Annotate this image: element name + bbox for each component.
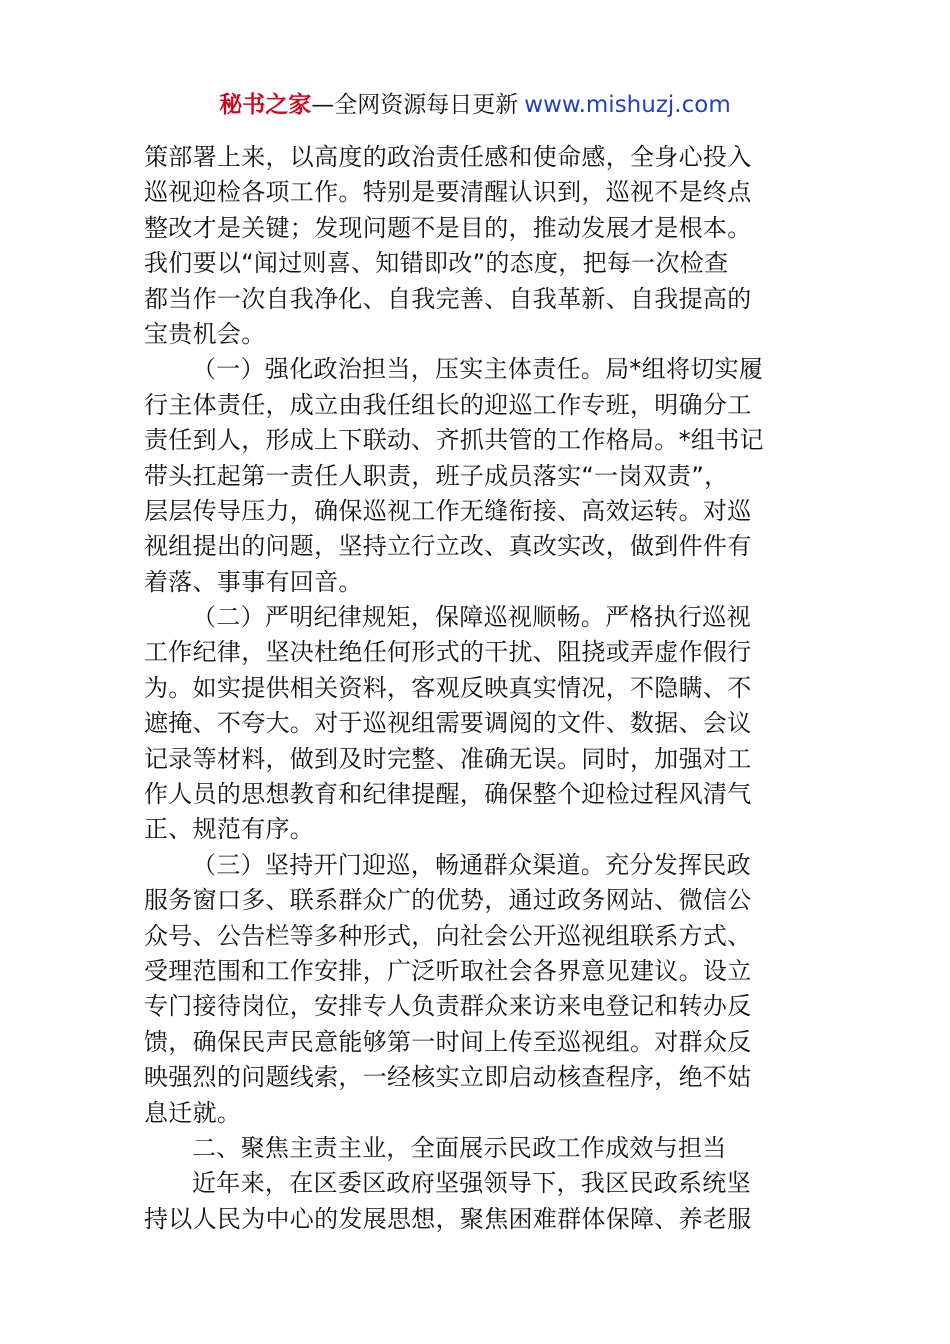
text-line: 馈，确保民声民意能够第一时间上传至巡视组。对群众反	[144, 1027, 752, 1056]
text-line: 都当作一次自我净化、自我完善、自我革新、自我提高的	[144, 284, 752, 313]
text-line: 映强烈的问题线索，一经核实立即启动核查程序，绝不姑	[144, 1063, 752, 1092]
text-line: 工作纪律，坚决杜绝任何形式的干扰、阻挠或弄虚作假行	[144, 638, 752, 667]
document-body	[144, 140, 806, 1237]
text-line: 为。如实提供相关资料，客观反映真实情况，不隐瞒、不	[144, 673, 752, 702]
section-heading-3: （三）坚持开门迎巡，畅通群众渠道。充分发挥民政	[192, 850, 751, 879]
text-line: 遮掩、不夸大。对于巡视组需要调阅的文件、数据、会议	[144, 709, 752, 738]
section-heading-1: （一）强化政治担当，压实主体责任。局*组将切实履	[192, 355, 764, 384]
text-line: 视组提出的问题，坚持立行立改、真改实改，做到件件有	[144, 532, 752, 561]
text-line: 着落、事事有回音。	[144, 567, 363, 596]
text-line: 服务窗口多、联系群众广的优势，通过政务网站、微信公	[144, 886, 752, 915]
text-line: 正、规范有序。	[144, 815, 315, 844]
text-line: 责任到人，形成上下联动、齐抓共管的工作格局。*组书记	[144, 426, 764, 455]
brand-name: 秘书之家	[219, 92, 312, 118]
text-line: 持以人民为中心的发展思想，聚焦困难群体保障、养老服	[144, 1204, 752, 1233]
chapter-heading-2: 二、聚焦主责主业，全面展示民政工作成效与担当	[192, 1133, 727, 1162]
text-line: 我们要以“闻过则喜、知错即改”的态度，把每一次检查	[144, 249, 729, 278]
text-line: 近年来，在区委区政府坚强领导下，我区民政系统坚	[192, 1169, 751, 1198]
text-line: 息迁就。	[144, 1098, 242, 1127]
text-line: 众号、公告栏等多种形式，向社会公开巡视组联系方式、	[144, 921, 752, 950]
text-line: 巡视迎检各项工作。特别是要清醒认识到，巡视不是终点	[144, 178, 752, 207]
text-line: 整改才是关键；发现问题不是目的，推动发展才是根本。	[144, 213, 752, 242]
page-header	[0, 88, 950, 122]
text-line: 专门接待岗位，安排专人负责群众来访来电登记和转办反	[144, 992, 752, 1021]
text-line: 策部署上来，以高度的政治责任感和使命感，全身心投入	[144, 143, 752, 171]
section-heading-2: （二）严明纪律规矩，保障巡视顺畅。严格执行巡视	[192, 603, 751, 632]
text-line: 行主体责任，成立由我任组长的迎巡工作专班，明确分工	[144, 390, 752, 419]
text-line: 作人员的思想教育和纪律提醒，确保整个迎检过程风清气	[144, 780, 752, 809]
header-tagline: —全网资源每日更新	[311, 92, 519, 118]
text-line: 宝贵机会。	[144, 319, 266, 348]
site-url-link[interactable]: www.mishuzj.com	[524, 92, 731, 118]
text-line: 受理范围和工作安排，广泛听取社会各界意见建议。设立	[144, 956, 752, 985]
text-line: 记录等材料，做到及时完整、准确无误。同时，加强对工	[144, 744, 752, 773]
text-line: 层层传导压力，确保巡视工作无缝衔接、高效运转。对巡	[144, 496, 752, 525]
text-line: 带头扛起第一责任人职责，班子成员落实“一岗双责”，	[144, 461, 729, 490]
